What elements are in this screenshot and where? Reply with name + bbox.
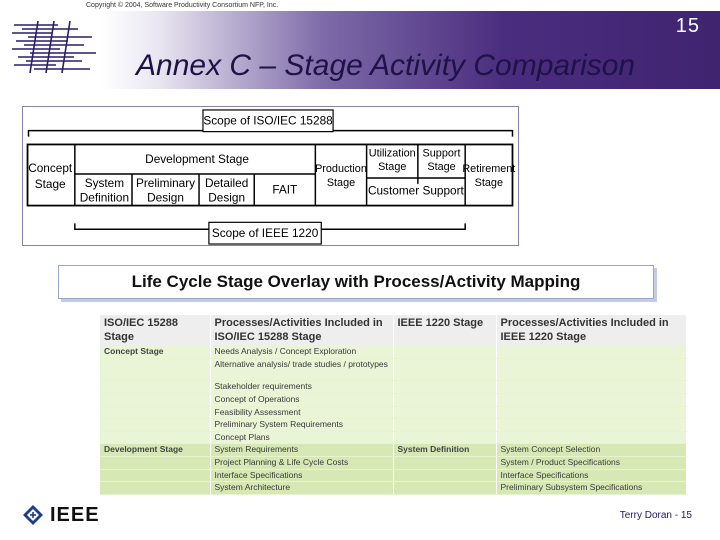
table-cell <box>393 393 496 406</box>
slide-title: Annex C – Stage Activity Comparison <box>136 49 636 82</box>
table-cell <box>100 406 210 419</box>
detailed-design-label-2: Design <box>208 190 246 205</box>
ieee-logo <box>22 502 100 528</box>
stage-mapping-table <box>100 315 687 495</box>
table-cell <box>393 359 496 381</box>
header-iso-processes: Processes/Activities Included in ISO/IEC 15288 Stage <box>210 315 393 346</box>
table-cell <box>496 346 686 359</box>
preliminary-design-label-2: Design <box>147 190 184 205</box>
scope-iso-label: Scope of ISO/IEC 15288 <box>203 113 333 128</box>
page-number: 15 <box>675 15 700 37</box>
table-cell: Concept of Operations <box>210 393 393 406</box>
table-cell: System Requirements <box>210 444 393 457</box>
consortium-logo-icon <box>8 15 100 77</box>
utilization-stage-label-1: Utilization <box>368 147 416 160</box>
table-cell: Interface Specifications <box>496 469 686 482</box>
stage-diagram-graphic <box>23 107 518 245</box>
retirement-stage-label-2: Stage <box>474 176 503 189</box>
table-row <box>100 482 686 495</box>
table-cell: Development Stage <box>100 444 210 457</box>
table-cell <box>393 346 496 359</box>
system-definition-label-1: System <box>84 175 125 190</box>
table-cell: Concept Stage <box>100 346 210 359</box>
production-stage-label-1: Production <box>315 163 367 176</box>
table-cell <box>496 393 686 406</box>
production-stage-label-2: Stage <box>326 176 356 189</box>
table-cell <box>100 393 210 406</box>
table-row <box>100 406 686 419</box>
header-iso-stage: ISO/IEC 15288 Stage <box>100 315 210 346</box>
table-cell <box>393 469 496 482</box>
table-cell: Stakeholder requirements <box>210 381 393 394</box>
stage-diagram <box>22 106 519 246</box>
table-cell <box>496 406 686 419</box>
detailed-design-label-1: Detailed <box>204 175 249 190</box>
table-row <box>100 393 686 406</box>
table-row <box>100 381 686 394</box>
table-cell: Feasibility Assessment <box>210 406 393 419</box>
table-cell <box>100 359 210 381</box>
table-cell <box>393 381 496 394</box>
table-cell <box>496 419 686 432</box>
table-header-row <box>100 315 686 346</box>
table-cell: Interface Specifications <box>210 469 393 482</box>
utilization-stage-label-2: Stage <box>378 161 407 174</box>
retirement-stage-label-1: Retirement <box>462 163 516 176</box>
header-ieee-stage: IEEE 1220 Stage <box>393 315 496 346</box>
table-cell <box>393 406 496 419</box>
table-row <box>100 469 686 482</box>
table-cell <box>496 431 686 444</box>
table-row <box>100 346 686 359</box>
table-row <box>100 359 686 381</box>
support-stage-label-2: Stage <box>427 161 456 174</box>
system-definition-label-2: Definition <box>79 190 130 205</box>
concept-stage-label-2: Stage <box>34 176 66 191</box>
table-cell <box>100 469 210 482</box>
copyright-notice: Copyright © 2004, Software Productivity Consortium NFP, Inc. <box>86 2 279 9</box>
concept-stage-label-1: Concept <box>28 161 73 176</box>
scope-ieee-label: Scope of IEEE 1220 <box>211 226 319 241</box>
footer-credit: Terry Doran - 15 <box>619 510 692 521</box>
table-cell: System Definition <box>393 444 496 457</box>
table-cell: System Concept Selection <box>496 444 686 457</box>
development-stage-label: Development Stage <box>145 152 249 167</box>
table-cell <box>393 482 496 495</box>
customer-support-label: Customer Support <box>367 183 464 198</box>
preliminary-design-label-1: Preliminary <box>135 175 196 190</box>
table-cell: Alternative analysis/ trade studies / prototypes <box>210 359 393 381</box>
table-row <box>100 444 686 457</box>
fait-label: FAIT <box>272 182 298 197</box>
table-cell: Concept Plans <box>210 431 393 444</box>
table-cell <box>393 457 496 470</box>
table-row <box>100 419 686 432</box>
ieee-diamond-icon <box>22 504 44 526</box>
table-cell: Preliminary System Requirements <box>210 419 393 432</box>
table-row <box>100 431 686 444</box>
header-banner <box>0 11 720 89</box>
table-cell: Preliminary Subsystem Specifications <box>496 482 686 495</box>
table-cell: System Architecture <box>210 482 393 495</box>
table-cell <box>100 457 210 470</box>
table-cell <box>393 419 496 432</box>
table-cell: System / Product Specifications <box>496 457 686 470</box>
table-cell <box>100 482 210 495</box>
table-cell <box>100 419 210 432</box>
table-cell: Project Planning & Life Cycle Costs <box>210 457 393 470</box>
table-cell <box>393 431 496 444</box>
table-row <box>100 457 686 470</box>
table-cell <box>100 381 210 394</box>
support-stage-label-1: Support <box>422 147 461 160</box>
ieee-logo-text: IEEE <box>50 503 100 526</box>
table-cell <box>496 381 686 394</box>
header-ieee-processes: Processes/Activities Included in IEEE 1220 Stage <box>496 315 686 346</box>
table-cell: Needs Analysis / Concept Exploration <box>210 346 393 359</box>
table-cell <box>100 431 210 444</box>
table-cell <box>496 359 686 381</box>
overlay-caption: Life Cycle Stage Overlay with Process/Activity Mapping <box>58 265 654 299</box>
